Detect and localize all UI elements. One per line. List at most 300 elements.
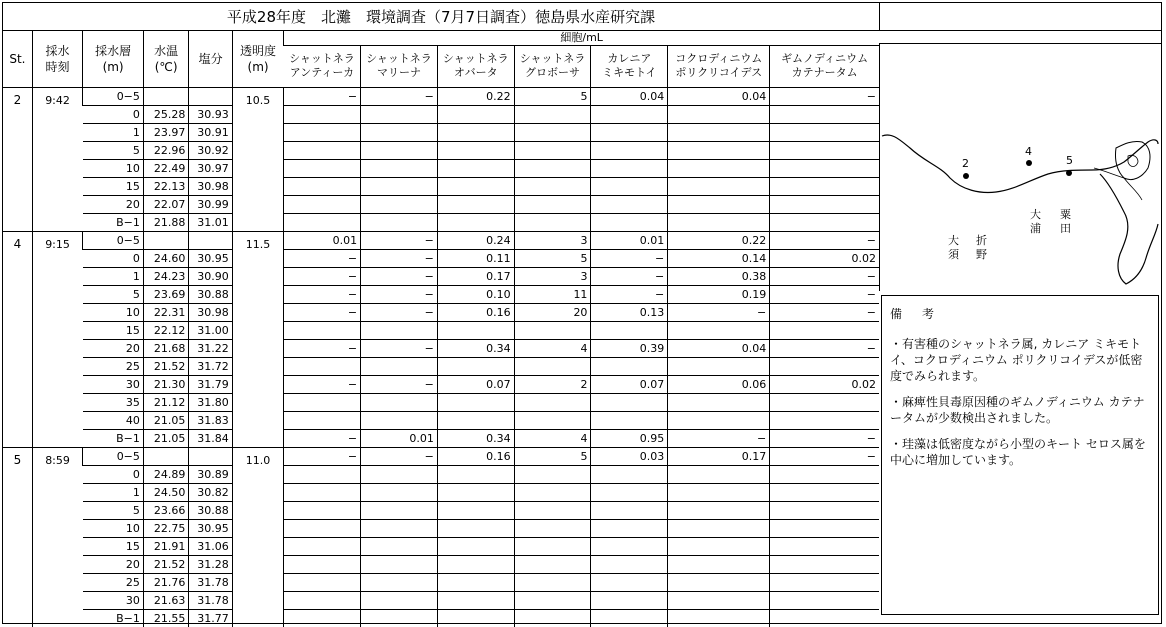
cell-density [284, 519, 361, 537]
cell-density: 0.11 [437, 249, 514, 267]
cell-density: − [284, 447, 361, 465]
temp-cell: 21.52 [143, 555, 188, 573]
table-row [3, 519, 879, 537]
salinity-cell: 31.78 [189, 573, 232, 591]
cell-density [591, 105, 668, 123]
cell-density [514, 213, 591, 231]
temp-cell: 21.05 [143, 411, 188, 429]
table-row [3, 429, 879, 447]
transparency-cell: 10.5 [232, 87, 284, 231]
temp-cell: 22.75 [143, 519, 188, 537]
table-row [3, 285, 879, 303]
cell-density: − [361, 285, 438, 303]
cell-density: 0.22 [668, 231, 770, 249]
salinity-cell: 31.83 [189, 411, 232, 429]
cell-density [668, 357, 770, 375]
cell-density [591, 159, 668, 177]
salinity-cell: 31.22 [189, 339, 232, 357]
cell-density [514, 159, 591, 177]
depth-cell: 5 [83, 285, 144, 303]
table-row [3, 465, 879, 483]
cell-density [514, 321, 591, 339]
table-row [3, 177, 879, 195]
depth-cell: 1 [83, 123, 144, 141]
cell-density [668, 141, 770, 159]
place-names [948, 207, 1071, 261]
cell-density: 0.22 [437, 87, 514, 105]
depth-cell: 20 [83, 195, 144, 213]
cell-density [591, 519, 668, 537]
depth-cell: 10 [83, 159, 144, 177]
depth-cell: 25 [83, 573, 144, 591]
depth-cell: 0−5 [83, 87, 144, 105]
cell-density [361, 609, 438, 627]
station-2-marker [963, 173, 969, 179]
station-4-label: 4 [1025, 145, 1032, 158]
cell-density [514, 357, 591, 375]
station-5-marker [1066, 170, 1072, 176]
cell-density [514, 141, 591, 159]
depth-cell: 10 [83, 303, 144, 321]
cell-density: 3 [514, 267, 591, 285]
cell-density [770, 537, 879, 555]
salinity-cell [189, 87, 232, 105]
cell-density [668, 573, 770, 591]
temp-cell: 21.91 [143, 537, 188, 555]
cell-density: 0.04 [591, 87, 668, 105]
depth-cell: B−1 [83, 213, 144, 231]
temp-cell: 23.69 [143, 285, 188, 303]
cell-density [770, 411, 879, 429]
cell-density [668, 519, 770, 537]
header-station: St. [9, 51, 26, 66]
temp-cell: 23.66 [143, 501, 188, 519]
depth-cell: 0−5 [83, 231, 144, 249]
cell-density [591, 591, 668, 609]
temp-cell: 21.88 [143, 213, 188, 231]
cell-density [591, 483, 668, 501]
plankton-data-table [3, 31, 879, 627]
depth-cell: 0 [83, 465, 144, 483]
cell-density [770, 609, 879, 627]
table-row [3, 591, 879, 609]
cell-density [284, 357, 361, 375]
cell-density: − [284, 285, 361, 303]
depth-cell: 10 [83, 519, 144, 537]
temp-cell: 25.28 [143, 105, 188, 123]
cell-density: 0.01 [361, 429, 438, 447]
cell-density: − [361, 87, 438, 105]
cell-density [284, 483, 361, 501]
cell-density [284, 177, 361, 195]
depth-cell: 20 [83, 555, 144, 573]
cell-density [514, 609, 591, 627]
salinity-cell [189, 231, 232, 249]
salinity-cell: 31.28 [189, 555, 232, 573]
cell-density [591, 195, 668, 213]
temp-cell: 21.52 [143, 357, 188, 375]
cell-density [514, 105, 591, 123]
cell-density: − [770, 267, 879, 285]
cell-density [591, 537, 668, 555]
cell-density: 0.16 [437, 303, 514, 321]
depth-cell: 30 [83, 375, 144, 393]
cell-density: 4 [514, 429, 591, 447]
cell-density [514, 501, 591, 519]
remark-2: ・麻痺性貝毒原因種のギムノディニウム カテナータムが少数検出されました。 [890, 395, 1145, 425]
table-row [3, 573, 879, 591]
sampling-time: 8:59 [32, 447, 83, 627]
cell-density: − [668, 303, 770, 321]
temp-cell: 24.60 [143, 249, 188, 267]
cell-density [591, 465, 668, 483]
temp-cell: 22.96 [143, 141, 188, 159]
cell-density: 0.24 [437, 231, 514, 249]
cell-density [770, 105, 879, 123]
cell-density [361, 177, 438, 195]
cell-density [591, 501, 668, 519]
cell-density: 0.16 [437, 447, 514, 465]
island-outline [1115, 141, 1150, 179]
cell-density: − [361, 339, 438, 357]
cell-density: 0.95 [591, 429, 668, 447]
cell-density [284, 501, 361, 519]
sampling-time: 9:42 [32, 87, 83, 231]
cell-density: − [284, 267, 361, 285]
cell-density [284, 195, 361, 213]
temp-cell: 21.30 [143, 375, 188, 393]
cell-density [668, 159, 770, 177]
place-name-label: 折 [976, 234, 987, 247]
table-row [3, 303, 879, 321]
cell-density [361, 195, 438, 213]
cell-density [437, 213, 514, 231]
cell-density: 5 [514, 87, 591, 105]
header-salinity: 塩分 [189, 31, 232, 87]
cell-density [437, 105, 514, 123]
cell-density: − [361, 375, 438, 393]
cell-density [668, 501, 770, 519]
cell-density [591, 321, 668, 339]
shoreline-detail [1094, 168, 1142, 200]
cell-density [361, 141, 438, 159]
cell-density [668, 555, 770, 573]
transparency-cell: 11.5 [232, 231, 284, 447]
cell-density [361, 159, 438, 177]
cell-density [437, 465, 514, 483]
sampling-time: 9:15 [32, 231, 83, 447]
salinity-cell: 31.77 [189, 609, 232, 627]
cell-density: − [284, 303, 361, 321]
station-2-label: 2 [962, 157, 969, 170]
cell-density [361, 501, 438, 519]
cell-density: 0.01 [284, 231, 361, 249]
table-row [3, 357, 879, 375]
cell-density: 0.19 [668, 285, 770, 303]
remarks-title: 備 考 [890, 307, 939, 321]
cell-density [437, 537, 514, 555]
cell-density [437, 609, 514, 627]
temp-cell: 24.50 [143, 483, 188, 501]
cell-density: − [361, 303, 438, 321]
station-number: 4 [3, 231, 32, 447]
cell-density [770, 213, 879, 231]
salinity-cell: 31.84 [189, 429, 232, 447]
cell-density [284, 105, 361, 123]
cell-density [770, 465, 879, 483]
cell-density [284, 609, 361, 627]
cell-density: − [770, 339, 879, 357]
cell-density: 0.34 [437, 339, 514, 357]
depth-cell: 0−5 [83, 447, 144, 465]
cell-density [668, 411, 770, 429]
cell-density [770, 483, 879, 501]
salinity-cell: 30.98 [189, 177, 232, 195]
depth-cell: 5 [83, 141, 144, 159]
cell-density [514, 591, 591, 609]
place-name-label: 野 [976, 248, 987, 261]
temp-cell [143, 87, 188, 105]
cell-density [514, 123, 591, 141]
cell-density [514, 465, 591, 483]
temp-cell [143, 231, 188, 249]
cell-density [770, 195, 879, 213]
cell-density [437, 159, 514, 177]
cell-density [361, 123, 438, 141]
table-row [3, 141, 879, 159]
salinity-cell: 31.78 [189, 591, 232, 609]
cell-density [591, 123, 668, 141]
salinity-cell: 30.99 [189, 195, 232, 213]
cell-density: 0.07 [591, 375, 668, 393]
table-row [3, 483, 879, 501]
cell-density [591, 573, 668, 591]
cell-density: 0.17 [668, 447, 770, 465]
cell-density: 0.06 [668, 375, 770, 393]
cell-density: − [361, 231, 438, 249]
cell-density: 20 [514, 303, 591, 321]
table-row [3, 447, 879, 465]
cell-density [284, 591, 361, 609]
header-water-temp: 水温 (℃) [143, 31, 188, 87]
table-row [3, 159, 879, 177]
depth-cell: 5 [83, 501, 144, 519]
salinity-cell: 31.00 [189, 321, 232, 339]
depth-cell: 20 [83, 339, 144, 357]
cell-density [284, 213, 361, 231]
cell-density [361, 573, 438, 591]
cell-density: 0.38 [668, 267, 770, 285]
temp-cell: 21.63 [143, 591, 188, 609]
salinity-cell: 30.92 [189, 141, 232, 159]
cell-density [284, 555, 361, 573]
cell-density [770, 177, 879, 195]
table-row [3, 555, 879, 573]
cell-density: − [284, 429, 361, 447]
cell-density [591, 213, 668, 231]
cell-density [437, 555, 514, 573]
place-name-label: 大 [948, 234, 959, 247]
salinity-cell: 30.93 [189, 105, 232, 123]
cell-density [514, 519, 591, 537]
cell-density [770, 159, 879, 177]
header-sampling-time: 採水 時刻 [32, 31, 83, 87]
cell-density [361, 519, 438, 537]
cell-density: 0.10 [437, 285, 514, 303]
depth-cell: 0 [83, 249, 144, 267]
cell-density: 0.01 [591, 231, 668, 249]
cell-density [284, 159, 361, 177]
cell-density: − [361, 267, 438, 285]
cell-density [437, 519, 514, 537]
cell-density [591, 393, 668, 411]
salinity-cell: 30.88 [189, 501, 232, 519]
cell-density: − [591, 249, 668, 267]
cell-density [668, 591, 770, 609]
cell-density [770, 573, 879, 591]
depth-cell: 25 [83, 357, 144, 375]
cell-density [514, 393, 591, 411]
title-blank-cell [879, 3, 1161, 31]
cell-density [668, 213, 770, 231]
cell-density [514, 573, 591, 591]
cell-density: − [770, 285, 879, 303]
cell-density [514, 195, 591, 213]
table-row [3, 231, 879, 249]
header-unit: 細胞/mL [284, 31, 879, 45]
cell-density: − [284, 339, 361, 357]
cell-density [668, 177, 770, 195]
place-name-label: 大 [1030, 208, 1041, 221]
cell-density: − [361, 249, 438, 267]
depth-cell: B−1 [83, 609, 144, 627]
temp-cell [143, 447, 188, 465]
table-row [3, 123, 879, 141]
cell-density: − [770, 87, 879, 105]
cell-density: − [591, 285, 668, 303]
cell-density: 3 [514, 231, 591, 249]
cell-density [770, 501, 879, 519]
cell-density [361, 483, 438, 501]
cell-density: − [668, 429, 770, 447]
station-number: 5 [3, 447, 32, 627]
salinity-cell: 30.91 [189, 123, 232, 141]
table-row [3, 321, 879, 339]
salinity-cell: 30.89 [189, 465, 232, 483]
salinity-cell: 30.90 [189, 267, 232, 285]
cell-density [284, 573, 361, 591]
cell-density [770, 123, 879, 141]
place-name-label: 須 [948, 248, 959, 261]
cell-density: − [284, 87, 361, 105]
table-row [3, 87, 879, 105]
cell-density [284, 393, 361, 411]
cell-density [437, 123, 514, 141]
temp-cell: 24.23 [143, 267, 188, 285]
salinity-cell: 31.01 [189, 213, 232, 231]
cell-density: − [770, 231, 879, 249]
table-row [3, 393, 879, 411]
cell-density [591, 357, 668, 375]
depth-cell: 1 [83, 267, 144, 285]
header-species-1: シャットネラ アンティーカ [289, 52, 355, 79]
temp-cell: 22.49 [143, 159, 188, 177]
remark-3: ・珪藻は低密度ながら小型のキート セロス属を中心に増加しています。 [890, 437, 1146, 467]
cell-density: 0.17 [437, 267, 514, 285]
table-row [3, 195, 879, 213]
cell-density [770, 321, 879, 339]
cell-density [437, 411, 514, 429]
cell-density [361, 357, 438, 375]
cell-density: − [770, 447, 879, 465]
cell-density [591, 609, 668, 627]
cell-density [668, 465, 770, 483]
depth-cell: 35 [83, 393, 144, 411]
header-species-4: シャットネラ グロボーサ [514, 45, 591, 87]
cell-density [437, 501, 514, 519]
salinity-cell [189, 447, 232, 465]
salinity-cell: 31.80 [189, 393, 232, 411]
cell-density: − [770, 303, 879, 321]
cell-density [437, 357, 514, 375]
station-5-label: 5 [1066, 154, 1073, 167]
salinity-cell: 30.82 [189, 483, 232, 501]
salinity-cell: 31.06 [189, 537, 232, 555]
temp-cell: 22.12 [143, 321, 188, 339]
place-name-label: 粟 [1060, 208, 1071, 221]
table-row [3, 609, 879, 627]
table-row [3, 105, 879, 123]
cell-density: 0.03 [591, 447, 668, 465]
cell-density [591, 555, 668, 573]
cell-density [514, 483, 591, 501]
cell-density: 0.34 [437, 429, 514, 447]
salinity-cell: 31.79 [189, 375, 232, 393]
temp-cell: 22.31 [143, 303, 188, 321]
cell-density [361, 213, 438, 231]
cell-density: 0.04 [668, 339, 770, 357]
cell-density [770, 393, 879, 411]
cell-density [668, 483, 770, 501]
sheet-title: 平成28年度 北灘 環境調査（7月7日調査）徳島県水産研究課 [3, 3, 879, 31]
cell-density: 0.39 [591, 339, 668, 357]
cell-density [668, 105, 770, 123]
cell-density [437, 573, 514, 591]
cell-density [361, 411, 438, 429]
cell-density: 0.02 [770, 249, 879, 267]
depth-cell: B−1 [83, 429, 144, 447]
station-4-marker [1026, 160, 1032, 166]
cell-density [361, 465, 438, 483]
temp-cell: 24.89 [143, 465, 188, 483]
cell-density [284, 141, 361, 159]
table-row [3, 501, 879, 519]
temp-cell: 23.97 [143, 123, 188, 141]
remarks-panel [881, 295, 1159, 615]
cell-density [361, 105, 438, 123]
header-depth: 採水層 (m) [83, 31, 144, 87]
depth-cell: 15 [83, 537, 144, 555]
depth-cell: 40 [83, 411, 144, 429]
cell-density [361, 591, 438, 609]
depth-cell: 15 [83, 321, 144, 339]
cell-density [437, 141, 514, 159]
cell-density [770, 141, 879, 159]
cell-density: 4 [514, 339, 591, 357]
cell-density [361, 555, 438, 573]
cell-density: − [770, 429, 879, 447]
cell-density: 11 [514, 285, 591, 303]
